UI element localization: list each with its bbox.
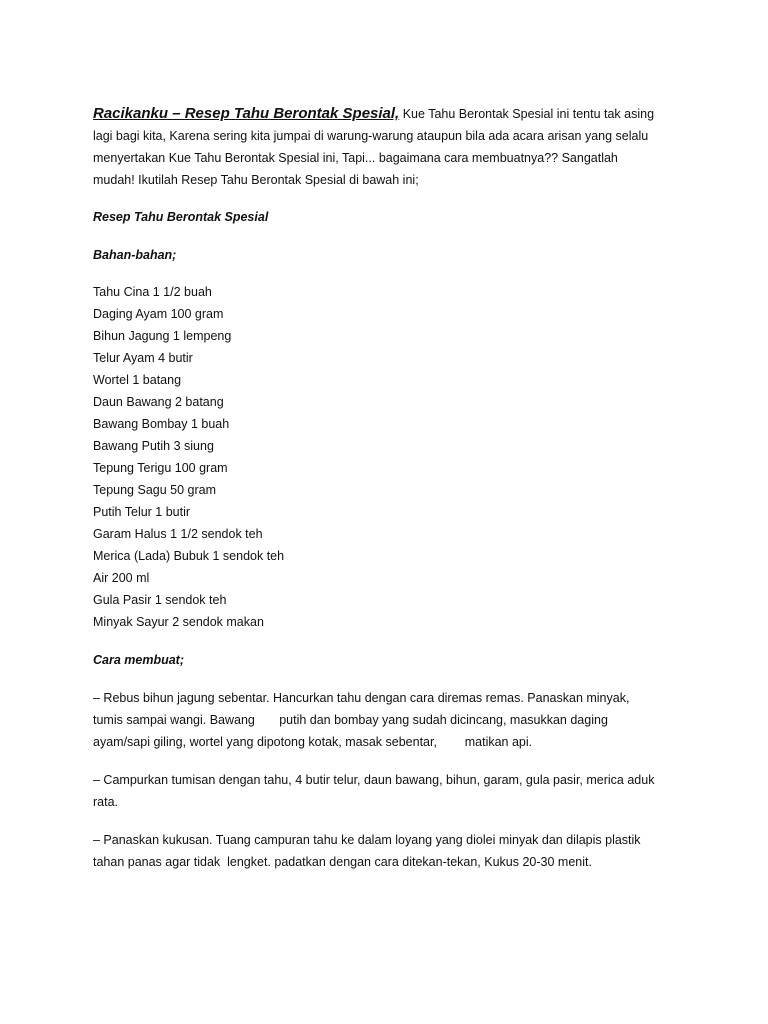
ingredient-item: Wortel 1 batang [93,373,182,387]
method-step-line: ayam/sapi giling, wortel yang dipotong kotak, masak sebentar, matikan api. [93,735,533,749]
method-step-line: – Campurkan tumisan dengan tahu, 4 butir telur, daun bawang, bihun, garam, gula pasir, merica aduk [93,773,655,787]
ingredient-list [93,281,693,633]
method-heading: Cara membuat; [93,653,184,667]
intro-paragraph [93,103,693,191]
ingredient-item: Bawang Putih 3 siung [93,439,214,453]
intro-line-3: menyertakan Kue Tahu Berontak Spesial ini, Tapi... bagaimana cara membuatnya?? Sangatlah [93,151,618,165]
ingredient-item: Garam Halus 1 1/2 sendok teh [93,527,263,541]
recipe-title: Resep Tahu Berontak Spesial [93,210,269,224]
method-step [93,687,693,753]
ingredients-heading: Bahan-bahan; [93,248,177,262]
method-step-line: tahan panas agar tidak lengket. padatkan dengan cara ditekan-tekan, Kukus 20-30 menit. [93,855,592,869]
intro-line-2: lagi bagi kita, Karena sering kita jumpai di warung-warung ataupun bila ada acara arisan yang selalu [93,129,649,143]
ingredient-item: Gula Pasir 1 sendok teh [93,593,227,607]
ingredient-item: Daging Ayam 100 gram [93,307,224,321]
ingredient-item: Bihun Jagung 1 lempeng [93,329,232,343]
ingredient-item: Daun Bawang 2 batang [93,395,224,409]
intro-line-1 [93,103,693,125]
intro-line-4: mudah! Ikutilah Resep Tahu Berontak Spesial di bawah ini; [93,173,419,187]
ingredient-item: Putih Telur 1 butir [93,505,191,519]
ingredient-item: Bawang Bombay 1 buah [93,417,230,431]
ingredient-item: Tepung Sagu 50 gram [93,483,217,497]
method-step-line: – Rebus bihun jagung sebentar. Hancurkan tahu dengan cara diremas remas. Panaskan minyak, [93,691,630,705]
method-step [93,769,693,813]
method-step-line: – Panaskan kukusan. Tuang campuran tahu ke dalam loyang yang diolei minyak dan dilapis plastik [93,833,641,847]
article-title: Racikanku – Resep Tahu Berontak Spesial, [93,105,400,122]
ingredient-item: Tepung Terigu 100 gram [93,461,228,475]
intro-text: Kue Tahu Berontak Spesial ini tentu tak asing [399,107,655,121]
ingredient-item: Minyak Sayur 2 sendok makan [93,615,264,629]
ingredient-item: Telur Ayam 4 butir [93,351,193,365]
method-step-line: tumis sampai wangi. Bawang putih dan bombay yang sudah dicincang, masukkan daging [93,713,608,727]
ingredient-item: Merica (Lada) Bubuk 1 sendok teh [93,549,285,563]
method-step [93,829,693,873]
document-page [93,103,693,873]
ingredient-item: Tahu Cina 1 1/2 buah [93,285,212,299]
ingredient-item: Air 200 ml [93,571,150,585]
method-step-line: rata. [93,795,119,809]
